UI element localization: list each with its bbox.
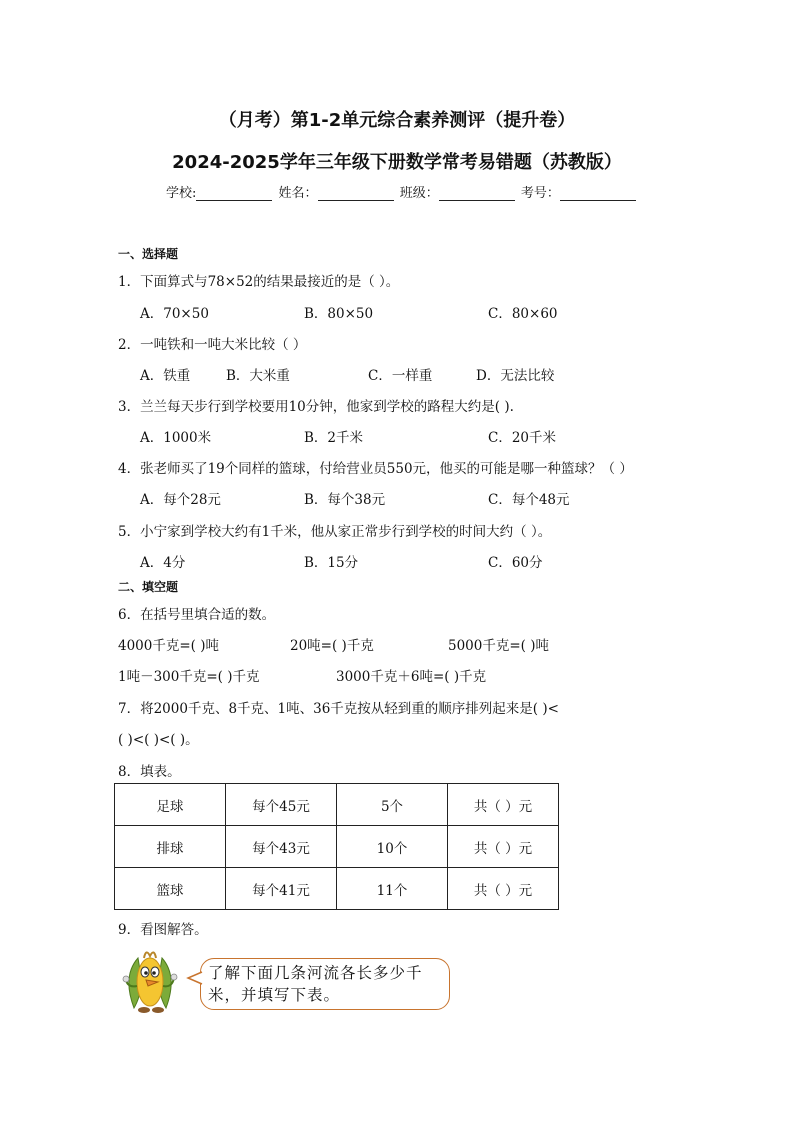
name-label: 姓名： [278,186,318,201]
q1-option-c[interactable]: C．80×60 [488,306,558,322]
question-8: 8．填表。 [118,764,181,780]
section-title-fill: 二、填空题 [118,580,179,594]
q3-option-a[interactable]: A．1000米 [140,430,212,446]
class-label: 班级： [399,186,439,201]
q4-option-c[interactable]: C．每个48元 [488,492,570,508]
question-7-line2[interactable]: ( )<( )<( )。 [118,732,199,748]
speech-bubble-tail-icon [186,970,204,986]
q6-item-3[interactable]: 5000千克=( )吨 [448,638,549,654]
page-title: （月考）第1-2单元综合素养测评（提升卷） [218,110,576,131]
page-subtitle: 2024-2025学年三年级下册数学常考易错题（苏教版） [172,152,622,173]
table-cell: 篮球 [115,868,226,910]
number-label: 考号： [520,186,560,201]
question-2: 2．一吨铁和一吨大米比较（ ） [118,337,307,353]
question-5: 5．小宁家到学校大约有1千米，他从家正常步行到学校的时间大约（ ）。 [118,524,552,540]
table-cell-answer[interactable]: 共（ ）元 [448,868,559,910]
corn-mascot-icon [118,948,184,1018]
q5-option-a[interactable]: A．4分 [140,555,186,571]
table-row [115,868,559,910]
q6-item-4[interactable]: 1吨－300千克=( )千克 [118,669,260,685]
class-blank[interactable] [439,187,515,201]
table-cell: 10个 [337,826,448,868]
question-7-line1[interactable]: 7．将2000千克、8千克、1吨、36千克按从轻到重的顺序排列起来是( )< [118,701,559,717]
name-blank[interactable] [318,187,394,201]
q4-option-b[interactable]: B．每个38元 [304,492,386,508]
q1-option-a[interactable]: A．70×50 [140,306,209,322]
q5-option-b[interactable]: B．15分 [304,555,359,571]
student-info-line [166,182,638,201]
question-4: 4．张老师买了19个同样的篮球，付给营业员550元，他买的可能是哪一种篮球？（ ） [118,461,633,477]
q1-option-b[interactable]: B．80×50 [304,306,374,322]
number-blank[interactable] [560,187,636,201]
table-cell: 每个43元 [226,826,337,868]
table-cell: 足球 [115,784,226,826]
table-cell: 11个 [337,868,448,910]
question-3: 3．兰兰每天步行到学校要用10分钟，他家到学校的路程大约是( ). [118,399,514,415]
school-label: 学校: [166,186,197,201]
section-title-choice: 一、选择题 [118,247,179,261]
table-cell: 5个 [337,784,448,826]
q3-option-b[interactable]: B．2千米 [304,430,364,446]
speech-bubble-text: 了解下面几条河流各长多少千米，并填写下表。 [208,964,423,1004]
q4-option-a[interactable]: A．每个28元 [140,492,221,508]
q2-option-a[interactable]: A．铁重 [140,368,191,384]
table-cell-answer[interactable]: 共（ ）元 [448,826,559,868]
table-cell-answer[interactable]: 共（ ）元 [448,784,559,826]
q2-option-c[interactable]: C．一样重 [368,368,433,384]
q6-item-5[interactable]: 3000千克＋6吨=( )千克 [336,669,487,685]
school-blank[interactable] [196,187,272,201]
table-row [115,826,559,868]
q6-item-1[interactable]: 4000千克=( )吨 [118,638,219,654]
question-1: 1．下面算式与78×52的结果最接近的是（ ）。 [118,274,400,290]
table-cell: 每个41元 [226,868,337,910]
q6-item-2[interactable]: 20吨=( )千克 [290,638,374,654]
table-row [115,784,559,826]
question-9: 9．看图解答。 [118,922,208,938]
q2-option-d[interactable]: D．无法比较 [476,368,555,384]
price-table [114,783,559,910]
table-cell: 每个45元 [226,784,337,826]
q5-option-c[interactable]: C．60分 [488,555,543,571]
table-cell: 排球 [115,826,226,868]
question-6: 6．在括号里填合适的数。 [118,607,276,623]
q3-option-c[interactable]: C．20千米 [488,430,557,446]
q2-option-b[interactable]: B．大米重 [226,368,290,384]
